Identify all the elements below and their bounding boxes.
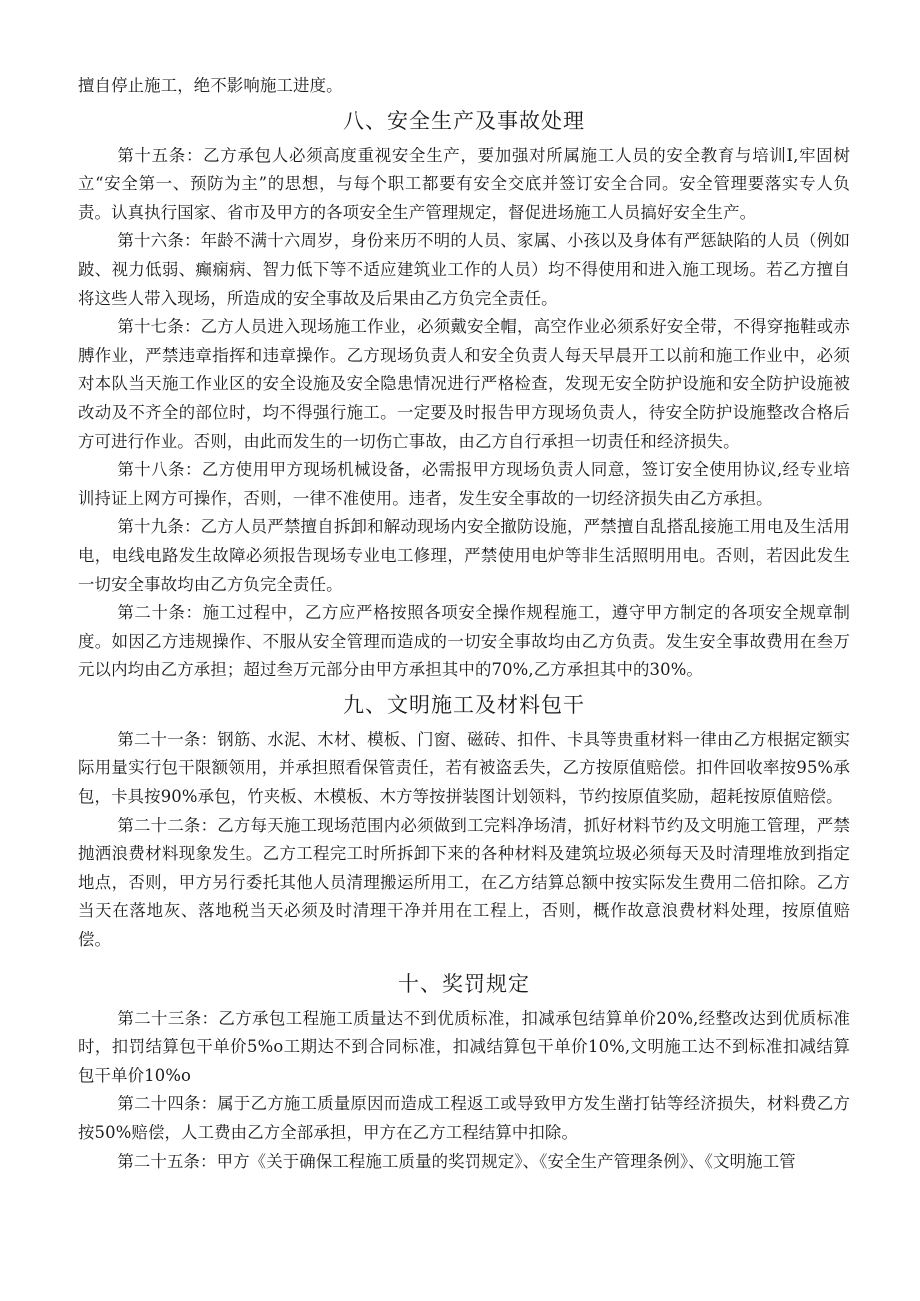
clause-18: 第十八条：乙方使用甲方现场机械设备，必需报甲方现场负责人同意，签订安全使用协议,经专业培训持证上网方可操作，否则，一律不准使用。违者，发生安全事故的一切经济损失由乙方承担。 — [78, 460, 850, 508]
clause-23: 第二十三条：乙方承包工程施工质量达不到优质标准，扣减承包结算单价20%,经整改达到优质标准时，扣罚结算包干单价5%o工期达不到合同标准，扣减结算包干单价10%,文明施工达不到标准扣减结算包干单价10%o — [78, 1008, 850, 1085]
clause-15: 第十五条：乙方承包人必须高度重视安全生产，要加强对所属施工人员的安全教育与培训I,牢固树立“安全第一、预防为主”的思想，与每个职工都要有安全交底并签订安全合同。安全管理要落实专人负责。认真执行国家、省市及甲方的各项安全生产管理规定，督促进场施工人员搞好安全生产。 — [78, 145, 850, 222]
section-heading-civilized-construction: 九、文明施工及材料包干 — [343, 692, 585, 717]
document-page — [78, 72, 850, 1176]
clause-17: 第十七条：乙方人员进入现场施工作业，必须戴安全帽，高空作业必须系好安全带，不得穿拖鞋或赤膊作业，严禁违章指挥和违章操作。乙方现场负责人和安全负责人每天早晨开工以前和施工作业中，必须对本队当天施工作业区的安全设施及安全隐患情况进行严格检查，发现无安全防护设施和安全防护设施被改动及不齐全的部位时，均不得强行施工。一定要及时报告甲方现场负责人，待安全防护设施整改合格后方可进行作业。否则，由此而发生的一切伤亡事故，由乙方自行承担一切责任和经济损失。 — [78, 317, 850, 451]
clause-22: 第二十二条：乙方每天施工现场范围内必须做到工完料净场清，抓好材料节约及文明施工管理，严禁抛洒浪费材料现象发生。乙方工程完工时所拆卸下来的各种材料及建筑垃圾必须每天及时清理堆放到指定地点，否则，甲方另行委托其他人员清理搬运所用工，在乙方结算总额中按实际发生费用二倍扣除。乙方当天在落地灰、落地税当天必须及时清理干净并用在工程上，否则，概作故意浪费材料处理，按原值赔偿。 — [78, 815, 850, 950]
clause-21: 第二十一条：钢筋、水泥、木材、模板、门窗、磁砖、扣件、卡具等贵重材料一律由乙方根据定额实际用量实行包干限额领用，并承担照看保管责任，若有被盗丢失，乙方按原值赔偿。扣件回收率按95%承包，卡具按90%承包，竹夹板、木模板、木方等按拼装图计划领料，节约按原值奖励，超耗按原值赔偿。 — [78, 729, 850, 807]
clause-25: 第二十五条：甲方《关于确保工程施工质量的奖罚规定》、《安全生产管理条例》、《文明施工管 — [117, 1151, 796, 1171]
section-heading-safety: 八、安全生产及事故处理 — [343, 108, 585, 133]
clause-20: 第二十条：施工过程中，乙方应严格按照各项安全操作规程施工，遵守甲方制定的各项安全规章制度。如因乙方违规操作、不服从安全管理而造成的一切安全事故均由乙方负责。发生安全事故费用在叁万元以内均由乙方承担；超过叁万元部分由甲方承担其中的70%,乙方承担其中的30%。 — [78, 603, 850, 680]
clause-16: 第十六条：年龄不满十六周岁，身份来历不明的人员、家属、小孩以及身体有严惩缺陷的人员（例如跛、视力低弱、癫痫病、智力低下等不适应建筑业工作的人员）均不得使用和进入施工现场。若乙方擅自将这些人带入现场，所造成的安全事故及后果由乙方负完全责任。 — [78, 231, 850, 308]
clause-19: 第十九条：乙方人员严禁擅自拆卸和解动现场内安全撤防设施，严禁擅自乱搭乱接施工用电及生活用电，电线电路发生故障必须报告现场专业电工修理，严禁使用电炉等非生活照明用电。否则，若因此发生一切安全事故均由乙方负完全责任。 — [78, 517, 850, 594]
section-heading-rewards-penalties: 十、奖罚规定 — [398, 971, 530, 996]
clause-24: 第二十四条：属于乙方施工质量原因而造成工程返工或导致甲方发生凿打钻等经济损失，材料费乙方按50%赔偿，人工费由乙方全部承担，甲方在乙方工程结算中扣除。 — [78, 1094, 850, 1142]
opening-paragraph: 擅自停止施工，绝不影响施工进度。 — [78, 76, 343, 95]
